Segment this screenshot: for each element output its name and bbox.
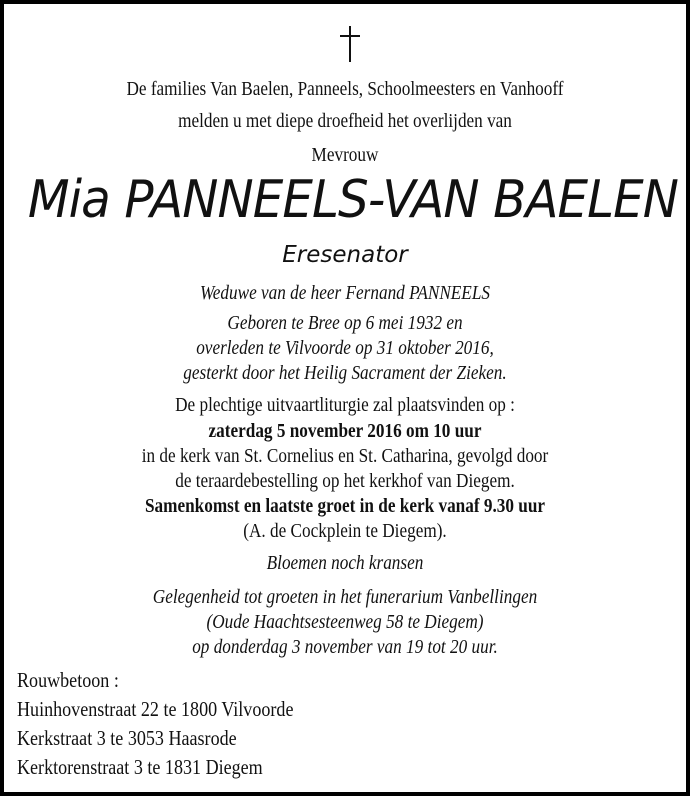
visitation-line-3: op donderdag 3 november van 19 tot 20 uur.	[192, 636, 498, 658]
condolence-address: Kerktorenstraat 3 te 1831 Diegem	[17, 755, 263, 779]
death-line: overleden te Vilvoorde op 31 oktober 2016,	[196, 337, 494, 359]
intro-families: De families Van Baelen, Panneels, Schoolmeesters en Vanhooff	[126, 78, 564, 100]
widow-line: Weduwe van de heer Fernand PANNEELS	[200, 282, 490, 304]
visitation-line-2: (Oude Haachtsesteenweg 58 te Diegem)	[206, 611, 484, 633]
funeral-gathering: Samenkomst en laatste groet in de kerk vanaf 9.30 uur	[144, 495, 546, 517]
funeral-date: zaterdag 5 november 2016 om 10 uur	[208, 420, 482, 442]
sacrament-line: gesterkt door het Heilig Sacrament der Zieken.	[183, 362, 507, 384]
deceased-title: Eresenator	[282, 242, 408, 268]
intro-salutation: Mevrouw	[311, 144, 379, 166]
cross-icon	[340, 26, 360, 62]
intro-announcement: melden u met diepe droefheid het overlijden van	[178, 110, 512, 132]
condolence-address: Huinhovenstraat 22 te 1800 Vilvoorde	[17, 697, 294, 721]
birth-line: Geboren te Bree op 6 mei 1932 en	[227, 312, 463, 334]
funeral-burial: de teraardebestelling op het kerkhof van Diegem.	[175, 470, 515, 492]
deceased-name: Mia PANNEELS-VAN BAELEN	[27, 170, 678, 230]
condolences-label: Rouwbetoon :	[17, 668, 119, 692]
funeral-address: (A. de Cockplein te Diegem).	[243, 520, 447, 542]
funeral-intro: De plechtige uitvaartliturgie zal plaatsvinden op :	[175, 394, 515, 416]
funeral-place: in de kerk van St. Cornelius en St. Catharina, gevolgd door	[141, 445, 549, 467]
condolence-address: Kerkstraat 3 te 3053 Haasrode	[17, 726, 237, 750]
visitation-line-1: Gelegenheid tot groeten in het funerarium Vanbellingen	[152, 586, 538, 608]
flowers-note: Bloemen noch kransen	[266, 552, 424, 574]
